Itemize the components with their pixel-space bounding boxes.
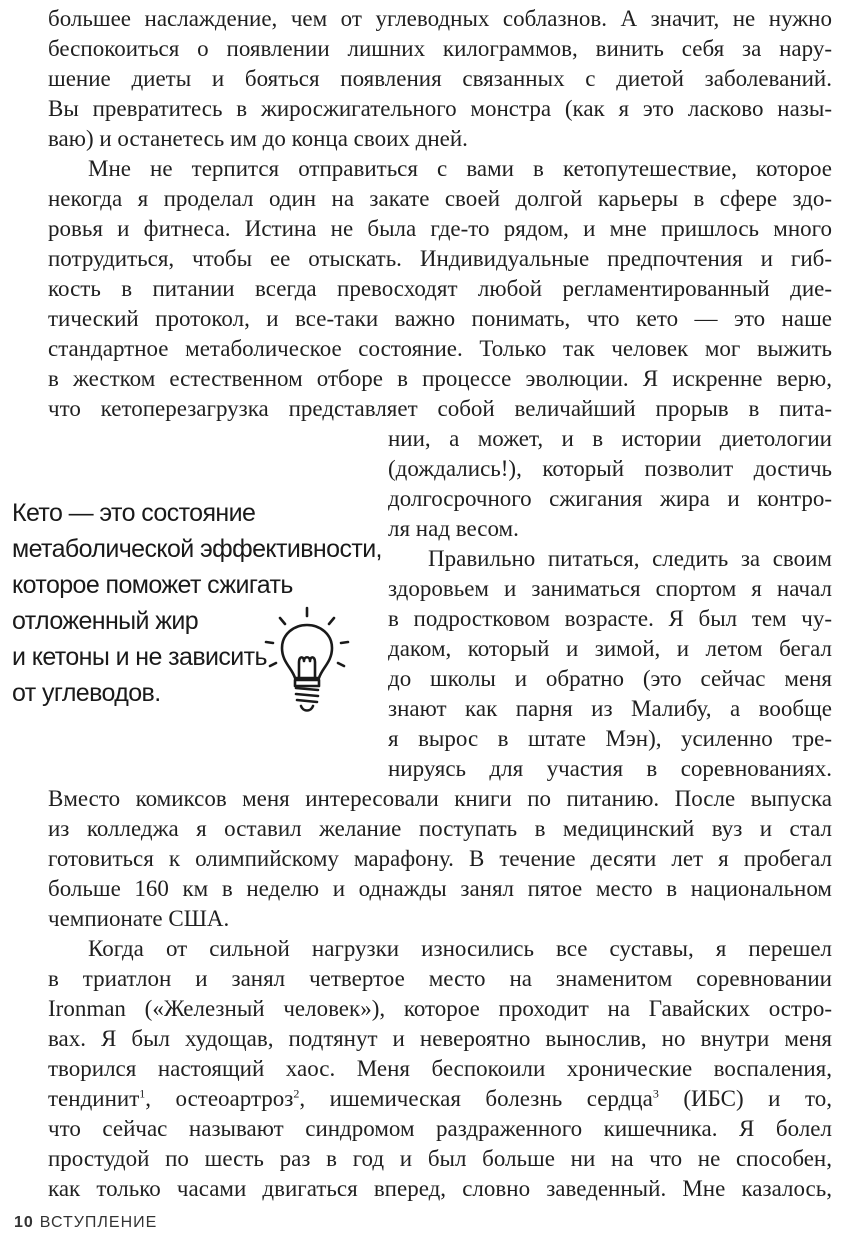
body-line: в триатлон и занял четвертое место на знаменитом соревновании xyxy=(48,966,832,991)
side-line: (дождались!), который позволит достичь xyxy=(388,456,832,481)
body-line: чемпионате США. xyxy=(48,906,230,931)
body-line: потрудиться, чтобы ее отыскать. Индивидуальные предпочтения и гиб- xyxy=(48,246,832,271)
side-line: в подростковом возрасте. Я был тем чу- xyxy=(388,606,832,631)
pullquote-line: от углеводов. xyxy=(12,679,161,707)
page-number: 10 xyxy=(14,1214,34,1231)
body-line: как только часами двигаться вперед, словно заведенный. Мне казалось, xyxy=(48,1176,832,1201)
pullquote-line: которое поможет сжигать xyxy=(12,571,293,599)
body-line: кость в питании всегда превосходят любой регламентированный дие- xyxy=(48,276,832,301)
section-title: ВСТУПЛЕНИЕ xyxy=(39,1214,158,1231)
body-line: Мне не терпится отправиться с вами в кетопутешествие, которое xyxy=(88,156,832,181)
side-line: ля над весом. xyxy=(388,516,519,541)
side-line: нии, а может, и в истории диетологии xyxy=(388,426,832,451)
side-line: здоровьем и заниматься спортом я начал xyxy=(388,576,832,601)
body-line: стандартное метаболическое состояние. Только так человек мог выжить xyxy=(48,336,832,361)
footnote-ref[interactable]: 2 xyxy=(293,1086,300,1101)
body-line: готовиться к олимпийскому марафону. В течение десяти лет я пробегал xyxy=(48,846,832,871)
pullquote-line: Кето — это состояние xyxy=(12,499,256,527)
body-line: большее наслаждение, чем от углеводных соблазнов. А значит, не нужно xyxy=(48,6,832,31)
side-line: долгосрочного сжигания жира и контро- xyxy=(388,486,832,511)
page-footer xyxy=(14,1214,157,1232)
body-line: Ironman («Железный человек»), которое проходит на Гавайских остро- xyxy=(48,996,832,1021)
text-run: , остеоартроз xyxy=(145,1086,294,1111)
side-line: нируясь для участия в соревнованиях. xyxy=(388,756,832,781)
side-line: знают как парня из Малибу, а вообще xyxy=(388,696,832,721)
body-line: простудой по шесть раз в год и был больше ни на что не способен, xyxy=(48,1146,832,1171)
body-line: Вместо комиксов меня интересовали книги по питанию. После выпуска xyxy=(48,786,832,811)
body-line: что кетоперезагрузка представляет собой величайший прорыв в пита- xyxy=(48,396,832,421)
body-line: что сейчас называют синдромом раздраженного кишечника. Я болел xyxy=(48,1116,832,1141)
body-line: некогда я проделал один на закате своей долгой карьеры в сфере здо- xyxy=(48,186,832,211)
text-run: тендинит xyxy=(48,1086,140,1111)
text-run: (ИБС) и то, xyxy=(658,1086,832,1111)
side-line: Правильно питаться, следить за своим xyxy=(428,546,832,571)
body-line-footnotes xyxy=(48,1084,832,1114)
body-line: творился настоящий хаос. Меня беспокоили хронические воспаления, xyxy=(48,1056,832,1081)
body-line: Когда от сильной нагрузки износились все суставы, я перешел xyxy=(88,936,832,961)
body-line: беспокоиться о появлении лишних килограммов, винить себя за нару- xyxy=(48,36,832,61)
body-line: больше 160 км в неделю и однажды занял пятое место в национальном xyxy=(48,876,832,901)
body-line: из колледжа я оставил желание поступать в медицинский вуз и стал xyxy=(48,816,832,841)
body-line: в жестком естественном отборе в процессе эволюции. Я искренне верю, xyxy=(48,366,832,391)
side-line: даком, который и зимой, и летом бегал xyxy=(388,636,832,661)
side-line: я вырос в штате Мэн), усиленно тре- xyxy=(388,726,832,751)
side-line: до школы и обратно (это сейчас меня xyxy=(388,666,832,691)
body-line: тический протокол, и все-таки важно понимать, что кето — это наше xyxy=(48,306,832,331)
footnote-ref[interactable]: 3 xyxy=(652,1086,659,1101)
text-run: , ишемическая болезнь сердца xyxy=(299,1086,653,1111)
pullquote-line: и кетоны и не зависить xyxy=(12,643,267,671)
body-line: шение диеты и бояться появления связанных с диетой заболеваний. xyxy=(48,66,832,91)
pullquote-line: метаболической эффективности, xyxy=(12,535,382,563)
body-line: Вы превратитесь в жиросжигательного монстра (как я это ласково назы- xyxy=(48,96,832,121)
body-line: ровья и фитнеса. Истина не была где-то рядом, и мне пришлось много xyxy=(48,216,832,241)
body-line: вах. Я был худощав, подтянут и невероятно вынослив, но внутри меня xyxy=(48,1026,832,1051)
body-line: ваю) и останетесь им до конца своих дней. xyxy=(48,126,468,151)
pullquote-line: отложенный жир xyxy=(12,607,199,635)
lightbulb-icon xyxy=(262,606,352,718)
footnote-ref[interactable]: 1 xyxy=(139,1086,146,1101)
